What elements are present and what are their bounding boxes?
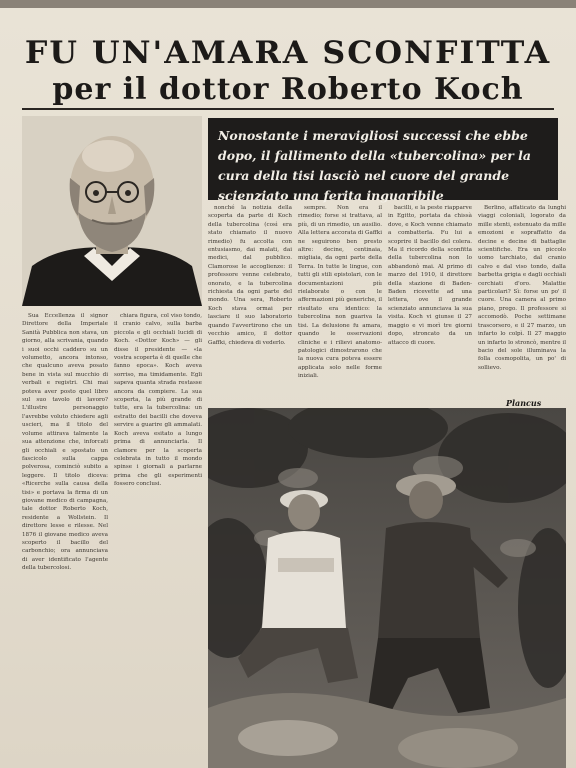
portrait-illustration: [22, 116, 202, 306]
article-column-6-text: Berlino, affaticato da lunghi viaggi coloniali, logorato da mille stenti, estenuato da mille emozioni e sopraffatto da decine e decine di battaglie scientifiche. Era un piccolo uomo tarchiato, dal cranio calvo e dal viso tondo, dalla barbetta grigia e dagli occhiali cerchiati d'oro. Malattie particolari? Sì: forse un po' il cuore. Una camera al primo piano, prego. Il professore si accomodò. Poche settimanе trascorsero, e il 27 marzo, un infarto lo colpì. Il 27 maggio un infarto lo stroncò, mentre il bacio del sole illuminava la folla cosmopolita, un po' di sollievo.: [478, 205, 566, 371]
article-column-3-text: nonché la notizia della scoperta da parte di Koch della tubercolina (così era stato chiamato il nuovo rimedio) fu accolta con entusiasmo, dai malati, dai medici, dal pubblico. Clamorose le accoglienze: il professore venne celebrato, onorato, e la tubercolina richiesta da ogni parte del mondo. Una sera, Roberto Koch stava ormai per lasciare il suo laboratorio quando l'avvertirono che un vecchio amico, il dottor Gaffki, chiedeva di vederlo.: [208, 205, 292, 346]
field-photo-illustration: [208, 408, 566, 768]
lead-paragraph: Nonostante i meravigliosi successi che ebbe dopo, il fallimento della «tubercolina» per la cura della tisi lasciò nel cuore del grande scienziato una ferita inguaribile: [208, 118, 558, 200]
newspaper-page: [0, 8, 576, 768]
headline-line-1: FU UN'AMARA SCONFITTA: [24, 35, 552, 71]
article-column-5-text: bacilli, e la peste riapparve in Egitto, portata da chissà dove, e Koch venne chiamato a combatterla. Fu lui a scoprire il bacillo del colera. Ma il ricordo della sconfitta della tubercolina non lo abbandonò mai. Al primo di marzo del 1910, il direttore della stazione di Baden-Baden ricevette ad una lettera, ove il grande scienziato annunciava la sua visita. Koch vi giunse il 27 maggio e vi morì tre giorni dopo, stroncato da un attacco di cuore.: [388, 205, 472, 346]
byline: Plancus: [506, 398, 542, 408]
article-column-4-text: sempre. Non era il rimedio; forse si trattava, al più, di un rimedio, un ausilio. Alla lettera accorata di Gaffki ne seguirono ben presto altre: decine, centinaia, migliaia, da ogni parte della Terra. In tutte le lingue, con tutti gli stili epistolari, con le documentazioni più rielaborate o con le affermazioni più generiche, il risultato era identico: la tubercolina non guariva la tisi. La delusione fu amara, quando le osservazioni cliniche e i rilievi anatomo-patologici dimostrarono che la nuova cura poteva essere applicata solo nelle forme iniziali.: [298, 205, 382, 380]
portrait-photo: [22, 116, 202, 306]
article-column-3: [208, 204, 292, 404]
article-column-1-text: Sua Eccellenza il signor Direttore della Imperiale Sanità Pubblica non stava, un giorno, alla scrivania, quando i suoi occhi caddero su un volumetto, ancora intonso, che qualcuno aveva posato bene in vista sul mucchio di verbali e registri. Chi mai poteva aver posto quel libro sul suo tavolo di lavoro? L'illustre personaggio l'avrebbe voluto chiedere agli uscieri, ma il titolo del volume attirava talmente la sua attenzione che, inforcati gli occhiali e spostato un fascicolo sulla cappa polverosa, cominciò subito a leggere. Il titolo diceva: «Ricerche sulla causa della tisi» e portava la firma di un giovane medico di campagna, tale dottor Roberto Koch, residente a Wollstein. Il direttore lesse e rilesse. Nel 1876 il giovane medico aveva scoperto il bacillo del carbonchio; ora annunciava di aver identificato l'agente della tubercolosi.: [22, 313, 108, 572]
headline: [0, 35, 576, 107]
headline-rule: [22, 108, 554, 110]
article-column-6: [478, 204, 566, 394]
article-column-5: [388, 204, 472, 404]
article-column-4: [298, 204, 382, 404]
article-column-2: [114, 312, 202, 768]
article-column-2-text: chiara figura, col viso tondo, il cranio calvo, sulla barba piccola e gli occhiali lucidi di Koch. «Dottor Koch» — gli disse il presidente — «la vostra scoperta è di quelle che fanno epoca». Koch aveva sorriso, ma timidamente. Egli sapeva quanta strada restasse ancora da compiere. La sua scoperta, la più grande di tutte, era la tubercolina: un estratto dei bacilli che doveva servire a guarire gli ammalati. Koch aveva esitato a lungo prima di annunciarla. Il clamore per la scoperta celebrata in tutto il mondo spinse i giornali a parlarne prima che gli esperimenti fossero conclusi.: [114, 313, 202, 488]
field-photo: [208, 408, 566, 768]
article-column-1: [22, 312, 108, 768]
headline-line-2: per il dottor Roberto Koch: [52, 72, 524, 107]
